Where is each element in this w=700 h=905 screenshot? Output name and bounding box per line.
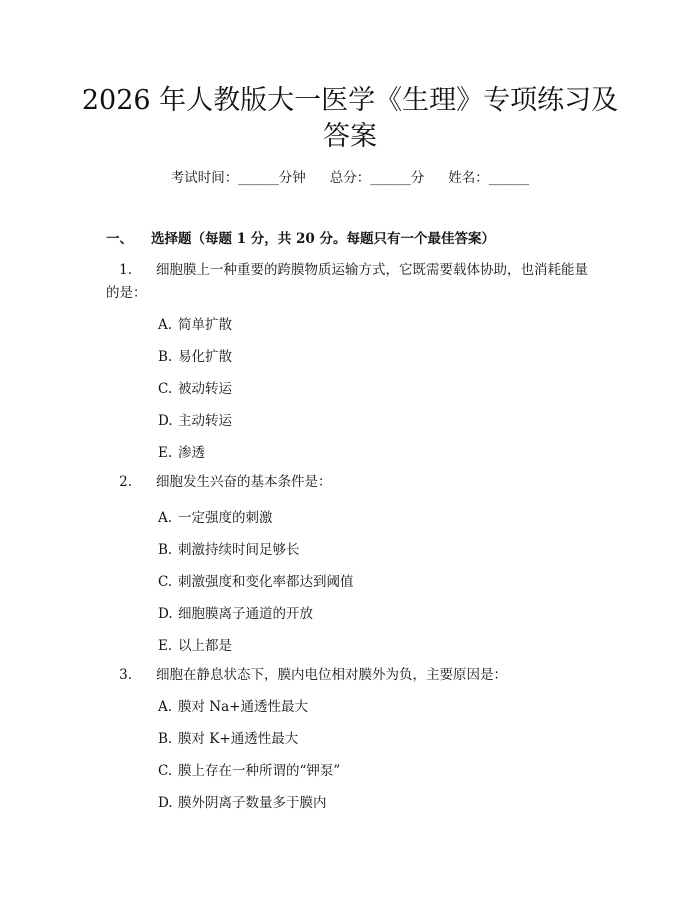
option-1-e [158, 443, 205, 463]
option-letter: B. [158, 731, 173, 747]
option-text: 被动转运 [178, 381, 232, 397]
exam-info [0, 168, 700, 188]
option-2-d [158, 604, 313, 624]
section-heading [106, 229, 495, 249]
option-text: 膜对 Na+通透性最大 [178, 699, 308, 715]
question-text: 细胞膜上一种重要的跨膜物质运输方式，它既需要载体协助，也消耗能量 [156, 262, 588, 278]
option-letter: B. [158, 542, 173, 558]
option-1-c [158, 379, 232, 399]
option-letter: A. [158, 510, 173, 526]
option-letter: E. [158, 638, 173, 654]
question-text-continued: 的是： [106, 285, 147, 301]
option-text: 膜上存在一种所谓的“钾泵” [178, 763, 341, 779]
question-3 [106, 663, 606, 687]
option-3-b [158, 729, 298, 749]
option-1-b [158, 347, 232, 367]
option-2-b [158, 540, 300, 560]
option-letter: E. [158, 445, 173, 461]
option-2-e [158, 636, 232, 656]
option-2-a [158, 508, 273, 528]
option-letter: D. [158, 795, 173, 811]
option-text: 一定强度的刺激 [178, 510, 273, 526]
option-letter: C. [158, 763, 173, 779]
exam-name-field: 姓名：______ [448, 170, 530, 186]
option-text: 膜对 K+通透性最大 [178, 731, 299, 747]
exam-score-field: 总分：______分 [329, 170, 425, 186]
question-number: 2. [119, 474, 132, 490]
question-text: 细胞在静息状态下，膜内电位相对膜外为负，主要原因是： [156, 667, 507, 683]
page-title-line2: 答案 [323, 121, 377, 152]
option-3-d [158, 793, 327, 813]
option-letter: D. [158, 606, 173, 622]
option-letter: C. [158, 381, 173, 397]
option-3-a [158, 697, 308, 717]
page-title-line1: 2026 年人教版大一医学《生理》专项练习及 [81, 85, 619, 116]
option-1-a [158, 315, 232, 335]
option-2-c [158, 572, 354, 592]
option-letter: A. [158, 699, 173, 715]
option-3-c [158, 761, 340, 781]
question-text: 细胞发生兴奋的基本条件是： [156, 474, 332, 490]
question-2 [106, 470, 606, 494]
option-letter: D. [158, 413, 173, 429]
option-text: 刺激强度和变化率都达到阈值 [178, 574, 354, 590]
option-text: 细胞膜离子通道的开放 [178, 606, 313, 622]
option-text: 主动转运 [178, 413, 232, 429]
option-text: 以上都是 [178, 638, 232, 654]
option-text: 易化扩散 [178, 349, 232, 365]
exam-time-field: 考试时间：______分钟 [170, 170, 306, 186]
option-letter: A. [158, 317, 173, 333]
question-number: 1. [119, 262, 132, 278]
option-text: 膜外阴离子数量多于膜内 [178, 795, 327, 811]
option-text: 渗透 [178, 445, 205, 461]
option-text: 简单扩散 [178, 317, 232, 333]
question-1 [106, 258, 606, 282]
option-text: 刺激持续时间足够长 [178, 542, 300, 558]
question-1-continuation [106, 281, 606, 305]
option-1-d [158, 411, 232, 431]
section-number: 一、 [106, 231, 133, 247]
section-title: 选择题（每题 1 分，共 20 分。每题只有一个最佳答案） [151, 231, 495, 247]
option-letter: C. [158, 574, 173, 590]
option-letter: B. [158, 349, 173, 365]
question-number: 3. [119, 667, 132, 683]
